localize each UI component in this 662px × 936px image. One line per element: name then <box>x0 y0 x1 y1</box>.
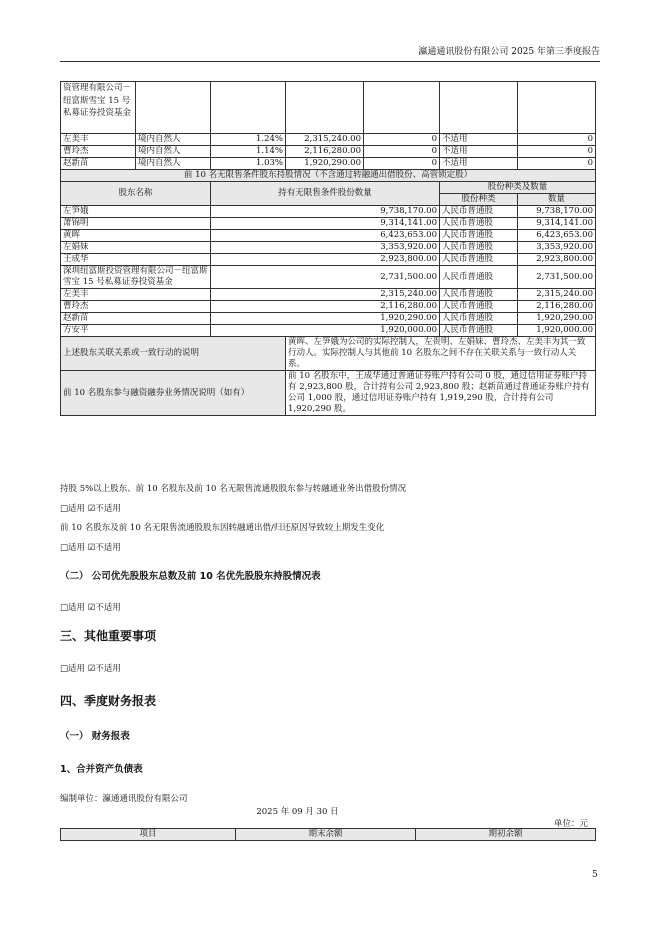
unrestricted-shares: 9,314,141.00 <box>211 218 440 230</box>
lending-note: 持股 5%以上股东、前 10 名股东及前 10 名无限售流通股股东参与转融通业务出借股份情况 <box>60 484 407 494</box>
pledge-qty: 0 <box>518 134 596 146</box>
table-row <box>61 158 596 170</box>
relation-label: 上述股东关联关系或一致行动的说明 <box>61 337 286 371</box>
share-qty: 2,923,800.00 <box>518 254 596 266</box>
unrestricted-shares: 2,315,240.00 <box>211 289 440 301</box>
table-row <box>61 266 596 289</box>
table-row <box>61 254 596 266</box>
restricted-shares: 0 <box>364 158 440 170</box>
preferred-shares-heading: （二） 公司优先股股东总数及前 10 名优先股股东持股情况表 <box>60 571 321 582</box>
shareholder-nature <box>136 82 211 134</box>
pledge-status <box>440 82 518 134</box>
table-row <box>61 218 596 230</box>
shareholding-pct: 1.14% <box>211 146 286 158</box>
change-note: 前 10 名股东及前 10 名无限售流通股股东因转融通出借/归还原因导致较上期发生变化 <box>60 523 385 533</box>
share-qty: 2,315,240.00 <box>518 289 596 301</box>
unrestricted-name: 萧锦明 <box>61 218 211 230</box>
lending-checkbox: □适用 ☑不适用 <box>60 504 121 514</box>
unrestricted-name: 方安平 <box>61 325 211 337</box>
share-type: 人民币普通股 <box>440 254 518 266</box>
shareholding-pct <box>211 82 286 134</box>
header-row <box>61 829 596 841</box>
unrestricted-shares: 3,353,920.00 <box>211 242 440 254</box>
col-header-end: 期末余额 <box>236 829 416 841</box>
unrestricted-shares: 6,423,653.00 <box>211 230 440 242</box>
shares-held: 2,315,240.00 <box>286 134 364 146</box>
share-qty: 3,353,920.00 <box>518 242 596 254</box>
shareholder-nature: 境内自然人 <box>136 158 211 170</box>
unrestricted-name: 左笋娥 <box>61 206 211 218</box>
share-qty: 6,423,653.00 <box>518 230 596 242</box>
share-qty: 1,920,000.00 <box>518 325 596 337</box>
table-row <box>61 325 596 337</box>
pledge-qty: 0 <box>518 146 596 158</box>
compiler: 编制单位：瀛通通讯股份有限公司 <box>60 794 188 804</box>
shareholder-name: 赵新苗 <box>61 158 136 170</box>
unrestricted-shares: 9,738,170.00 <box>211 206 440 218</box>
share-qty: 2,116,280.00 <box>518 301 596 313</box>
share-type: 人民币普通股 <box>440 301 518 313</box>
section-title-row <box>61 170 596 182</box>
report-date: 2025 年 09 月 30 日 <box>256 807 339 817</box>
col-header-qty: 数量 <box>518 194 596 206</box>
pledge-qty: 0 <box>518 158 596 170</box>
shareholding-pct: 1.24% <box>211 134 286 146</box>
page-number: 5 <box>592 870 598 880</box>
share-qty: 9,738,170.00 <box>518 206 596 218</box>
table-row <box>61 371 596 416</box>
unit-label: 单位：元 <box>553 819 588 829</box>
share-type: 人民币普通股 <box>440 218 518 230</box>
shareholder-name: 左美丰 <box>61 134 136 146</box>
table-row <box>61 134 596 146</box>
share-type: 人民币普通股 <box>440 230 518 242</box>
shareholder-nature: 境内自然人 <box>136 134 211 146</box>
unrestricted-name: 黄晖 <box>61 230 211 242</box>
pledge-qty <box>518 82 596 134</box>
unrestricted-name: 赵新苗 <box>61 313 211 325</box>
other-checkbox: □适用 ☑不适用 <box>60 664 121 674</box>
table-row <box>61 82 596 134</box>
margin-text: 前 10 名股东中，王成华通过普通证券账户持有公司 0 股，通过信用证券账户持有 2,923,800 股，合计持有公司 2,923,800 股；赵新苗通过普通证券账户持有公司 1,000 股，通过信用证券账户持有 1,919,290 股，合计持有公司 1,920,290 股。 <box>286 371 596 416</box>
share-type: 人民币普通股 <box>440 325 518 337</box>
table-row <box>61 337 596 371</box>
shareholder-name: 曹玲杰 <box>61 146 136 158</box>
col-header-item: 项目 <box>61 829 236 841</box>
shareholder-nature: 境内自然人 <box>136 146 211 158</box>
balance-sheet-heading: 1、合并资产负债表 <box>60 764 143 775</box>
col-header-type-group: 股份种类及数量 <box>440 182 596 194</box>
restricted-shares: 0 <box>364 134 440 146</box>
page-header: 瀛通通讯股份有限公司 2025 年第三季度报告 <box>418 47 600 57</box>
restricted-shares: 0 <box>364 146 440 158</box>
shareholder-name: 资管理有限公司－纽富斯雪宝 15 号私募证券投资基金 <box>61 82 136 134</box>
unrestricted-name: 左美丰 <box>61 289 211 301</box>
table-row <box>61 313 596 325</box>
share-qty: 9,314,141.00 <box>518 218 596 230</box>
col-header-type: 股份种类 <box>440 194 518 206</box>
col-header-shares: 持有无限售条件股份数量 <box>211 182 440 206</box>
table-row <box>61 242 596 254</box>
change-checkbox: □适用 ☑不适用 <box>60 543 121 553</box>
shares-held: 1,920,290.00 <box>286 158 364 170</box>
header-rule <box>60 61 600 62</box>
table-row <box>61 146 596 158</box>
unrestricted-shares: 1,920,290.00 <box>211 313 440 325</box>
share-type: 人民币普通股 <box>440 206 518 218</box>
pledge-status: 不适用 <box>440 146 518 158</box>
share-qty: 1,920,290.00 <box>518 313 596 325</box>
table-row <box>61 289 596 301</box>
col-header-name: 股东名称 <box>61 182 211 206</box>
financial-statements-heading: 四、季度财务报表 <box>60 694 157 708</box>
shares-held <box>286 82 364 134</box>
share-type: 人民币普通股 <box>440 313 518 325</box>
shareholder-table <box>60 81 596 416</box>
financial-subheading: （一） 财务报表 <box>60 731 130 742</box>
shares-held: 2,116,280.00 <box>286 146 364 158</box>
share-qty: 2,731,500.00 <box>518 266 596 289</box>
unrestricted-shares: 2,116,280.00 <box>211 301 440 313</box>
unrestricted-name: 王成华 <box>61 254 211 266</box>
share-type: 人民币普通股 <box>440 242 518 254</box>
pledge-status: 不适用 <box>440 158 518 170</box>
table-row <box>61 206 596 218</box>
unrestricted-name: 曹玲杰 <box>61 301 211 313</box>
unrestricted-section-title: 前 10 名无限售条件股东持股情况（不含通过转融通出借股份、高管锁定股） <box>61 170 596 182</box>
shareholding-pct: 1.03% <box>211 158 286 170</box>
table-row <box>61 230 596 242</box>
share-type: 人民币普通股 <box>440 289 518 301</box>
unrestricted-name: 左娟妹 <box>61 242 211 254</box>
restricted-shares <box>364 82 440 134</box>
share-type: 人民币普通股 <box>440 266 518 289</box>
unrestricted-name: 深圳纽富斯投资管理有限公司－纽富斯雪宝 15 号私募证券投资基金 <box>61 266 211 289</box>
relation-text: 黄晖、左笋娥为公司的实际控制人，左贵明、左娟妹、曹玲杰、左美丰为其一致行动人。实际控制人与其他前 10 名股东之间不存在关联关系与一致行动人关系。 <box>286 337 596 371</box>
col-header-begin: 期初余额 <box>416 829 596 841</box>
table-row <box>61 301 596 313</box>
other-matters-heading: 三、其他重要事项 <box>60 629 157 643</box>
pledge-status: 不适用 <box>440 134 518 146</box>
header-row <box>61 182 596 194</box>
margin-label: 前 10 名股东参与融资融券业务情况说明（如有） <box>61 371 286 416</box>
unrestricted-shares: 2,731,500.00 <box>211 266 440 289</box>
preferred-checkbox: □适用 ☑不适用 <box>60 603 121 613</box>
unrestricted-shares: 2,923,800.00 <box>211 254 440 266</box>
balance-sheet-table <box>60 828 596 841</box>
unrestricted-shares: 1,920,000.00 <box>211 325 440 337</box>
